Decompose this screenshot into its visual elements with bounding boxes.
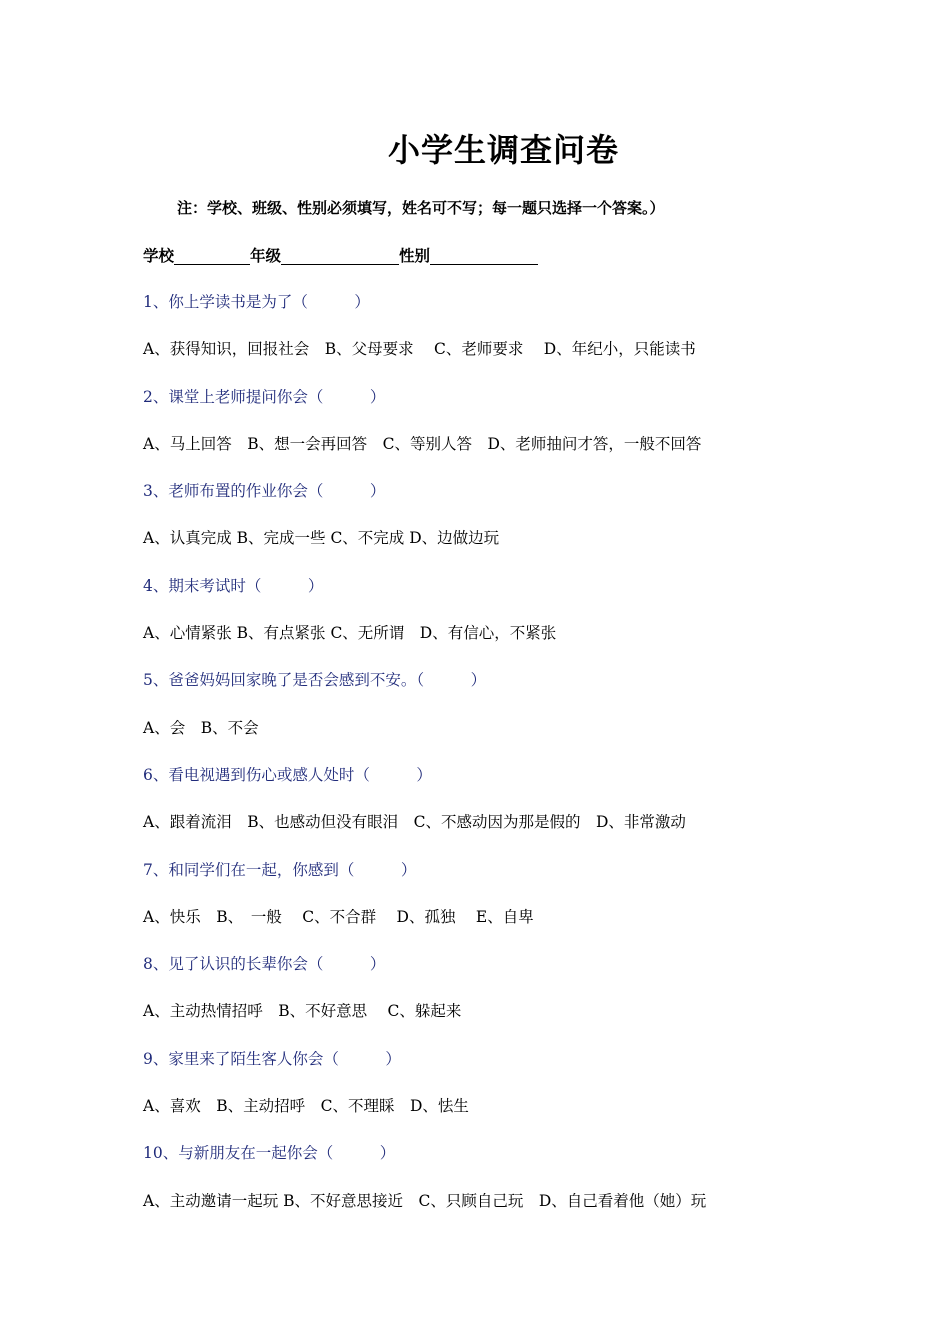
grade-blank[interactable] <box>281 246 399 265</box>
gender-blank[interactable] <box>430 246 538 265</box>
grade-label: 年级 <box>250 247 282 265</box>
question-5-options: A、会 B、不会 <box>143 718 259 737</box>
question-9-options: A、喜欢 B、主动招呼 C、不理睬 D、怯生 <box>143 1097 469 1116</box>
question-6-options: A、跟着流泪 B、也感动但没有眼泪 C、不感动因为那是假的 D、非常激动 <box>143 813 686 832</box>
question-8-options: A、主动热情招呼 B、不好意思 C、躲起来 <box>143 1002 462 1021</box>
question-6: 6、看电视遇到伤心或感人处时（ ） <box>143 765 432 784</box>
school-blank[interactable] <box>174 246 250 265</box>
question-9: 9、家里来了陌生客人你会（ ） <box>143 1049 401 1068</box>
question-3-options: A、认真完成 B、完成一些 C、不完成 D、边做边玩 <box>143 529 500 548</box>
question-1-options: A、获得知识，回报社会 B、父母要求 C、老师要求 D、年纪小，只能读书 <box>143 340 696 359</box>
question-10: 10、与新朋友在一起你会（ ） <box>143 1144 396 1163</box>
question-4-options: A、心情紧张 B、有点紧张 C、无所谓 D、有信心，不紧张 <box>143 624 557 643</box>
question-list <box>143 290 903 1236</box>
question-3: 3、老师布置的作业你会（ ） <box>143 482 386 501</box>
question-2: 2、课堂上老师提问你会（ ） <box>143 387 386 406</box>
question-7-options: A、快乐 B、 一般 C、不合群 D、孤独 E、自卑 <box>143 907 534 926</box>
gender-label: 性别 <box>399 247 431 265</box>
info-fields <box>143 244 538 268</box>
question-4: 4、期末考试时（ ） <box>143 576 324 595</box>
question-7: 7、和同学们在一起，你感到（ ） <box>143 860 417 879</box>
question-5: 5、爸爸妈妈回家晚了是否会感到不安。（ ） <box>143 671 487 690</box>
instruction-note: 注：学校、班级、性别必须填写，姓名可不写；每一题只选择一个答案。） <box>177 199 665 217</box>
question-2-options: A、马上回答 B、想一会再回答 C、等别人答 D、老师抽问才答，一般不回答 <box>143 434 702 453</box>
question-1: 1、你上学读书是为了（ ） <box>143 293 370 311</box>
school-label: 学校 <box>143 247 175 265</box>
page-title: 小学生调查问卷 <box>388 131 620 169</box>
question-8: 8、见了认识的长辈你会（ ） <box>143 955 386 974</box>
question-10-options: A、主动邀请一起玩 B、不好意思接近 C、只顾自己玩 D、自己看着他（她）玩 <box>143 1191 707 1210</box>
